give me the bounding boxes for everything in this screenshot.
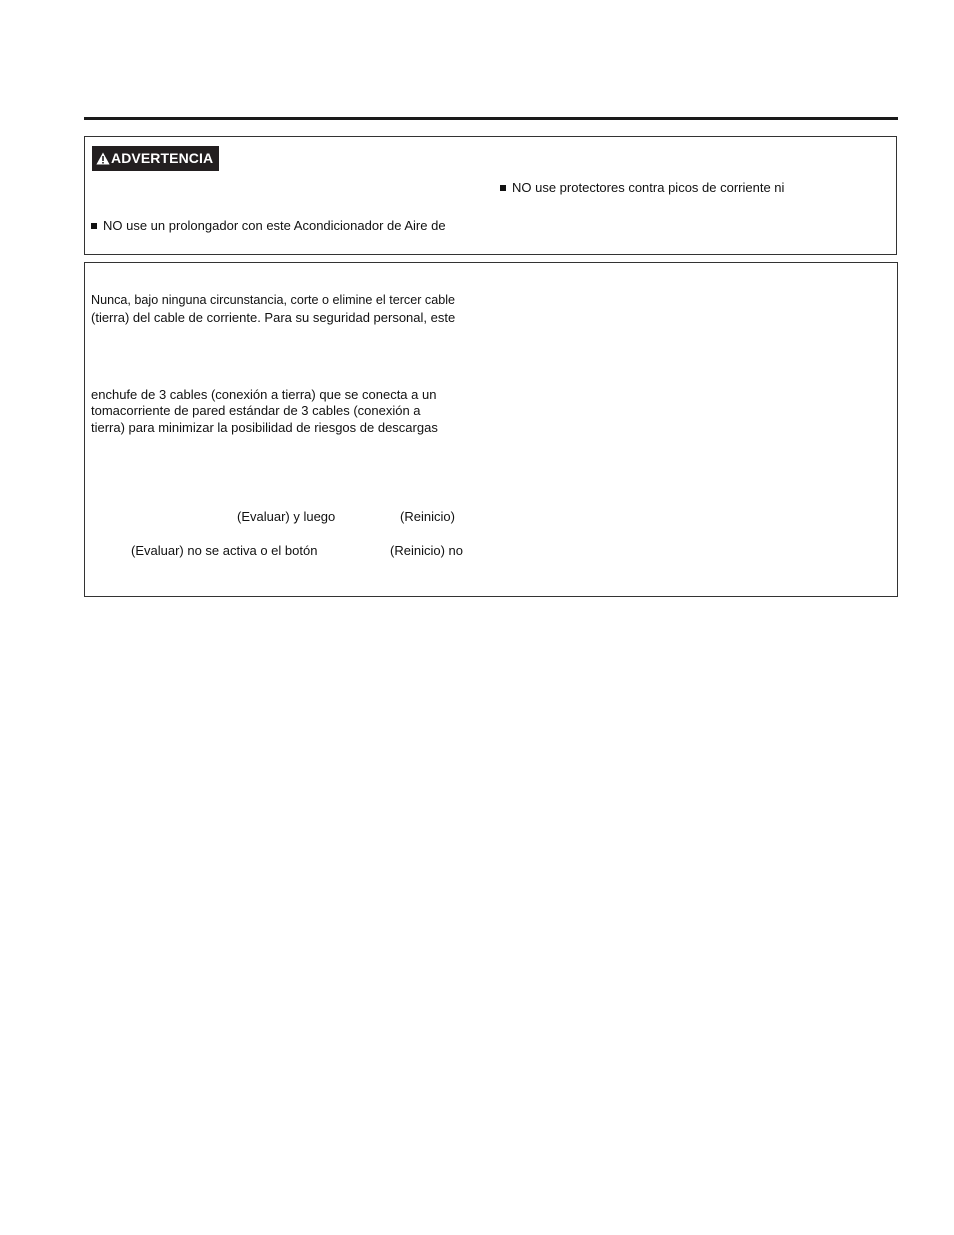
ground-wire-line-2: (tierra) del cable de corriente. Para su seguridad personal, este: [91, 310, 456, 325]
plug-line-3: tierra) para minimizar la posibilidad de riesgos de descargas: [91, 420, 438, 435]
header-rule: [84, 117, 898, 120]
test-fragment-1: (Evaluar) y luego: [237, 509, 336, 524]
reset-fragment-1: (Reinicio): [400, 509, 455, 524]
warning-badge: [92, 146, 219, 171]
warning-badge-label: ADVERTENCIA: [111, 150, 214, 166]
extension-cord-text: NO use un prolongador con este Acondicionador de Aire de: [103, 218, 446, 233]
surge-protector-text: NO use protectores contra picos de corriente ni: [512, 180, 785, 195]
warning-box: [84, 136, 897, 255]
surge-protector-bullet: [500, 179, 784, 196]
grounding-box: [84, 262, 898, 597]
bullet-marker: [500, 185, 506, 191]
plug-line-1: enchufe de 3 cables (conexión a tierra) que se conecta a un: [91, 387, 437, 402]
reset-fragment-2: (Reinicio) no: [390, 543, 463, 558]
test-fragment-2: (Evaluar) no se activa o el botón: [131, 543, 318, 558]
plug-line-2: tomacorriente de pared estándar de 3 cables (conexión a: [91, 403, 421, 418]
warning-triangle-icon: [96, 152, 110, 165]
bullet-marker: [91, 223, 97, 229]
extension-cord-bullet: [91, 217, 446, 234]
ground-wire-line-1: Nunca, bajo ninguna circunstancia, corte o elimine el tercer cable: [91, 293, 456, 307]
